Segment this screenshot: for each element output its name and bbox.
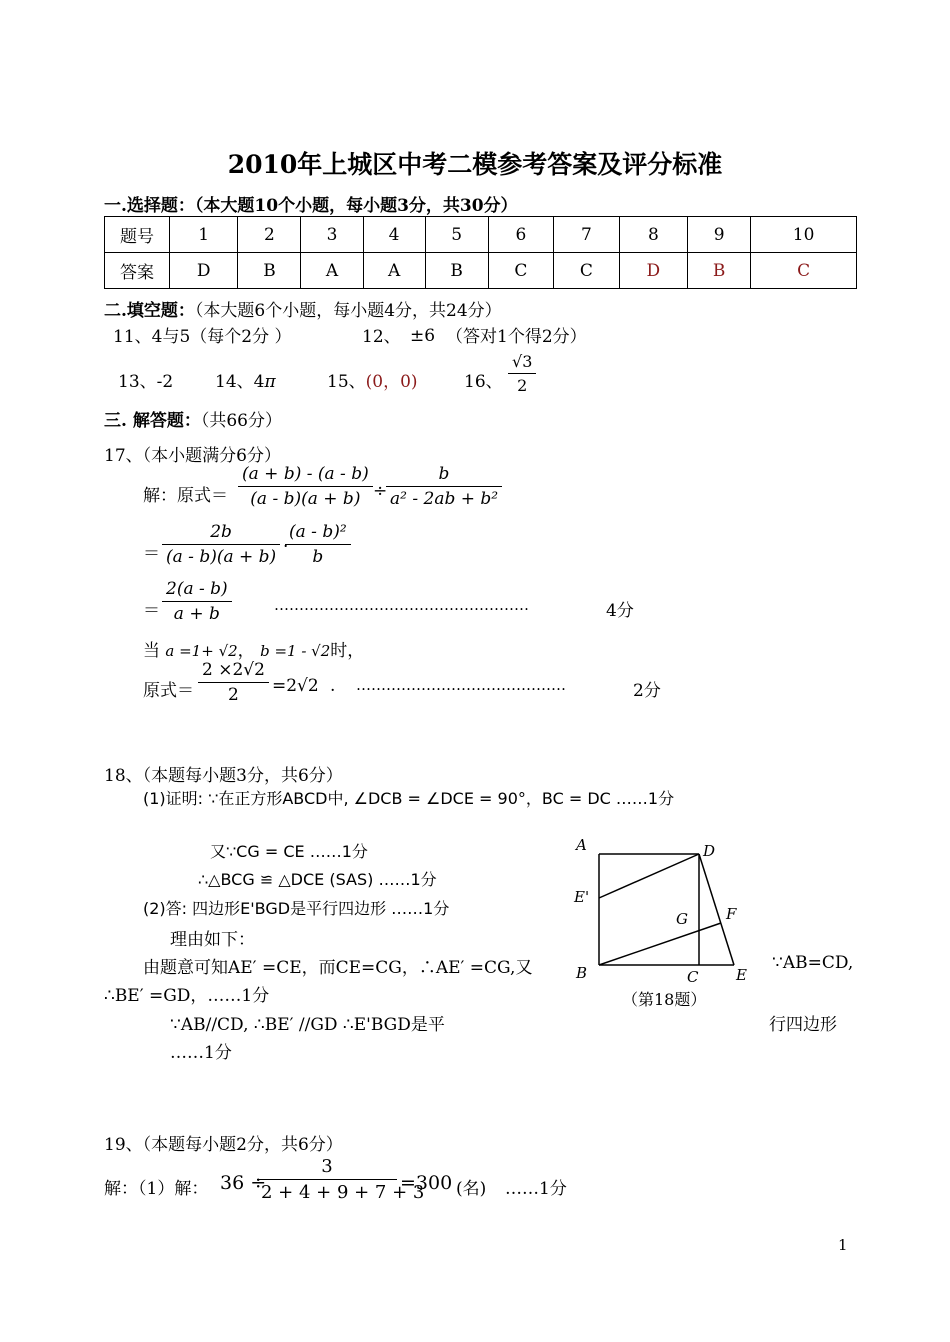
fraction-numerator: (a + b) - (a - b) [238, 464, 373, 487]
q16-label: 16、 [464, 372, 503, 392]
table-cell: 4 [363, 217, 425, 253]
q17-step2-prefix: ＝ [143, 544, 160, 564]
table-cell: 1 [170, 217, 238, 253]
section1-heading: 一.选择题：（本大题10个小题，每小题3分，共30分） [104, 196, 518, 216]
cond-suffix: 时， [330, 641, 365, 661]
q17-step2-fraction [162, 522, 280, 567]
fraction-numerator: b [386, 464, 502, 487]
q19-unit: (名) [456, 1179, 487, 1199]
dotted-leader: …………………………………… [356, 676, 566, 694]
q19-fraction [257, 1156, 425, 1203]
table-cell: 9 [688, 217, 751, 253]
page-number: 1 [838, 1236, 848, 1254]
label-g: G [676, 910, 688, 928]
q18-line7: ∴BE′ =GD，……1分 [104, 986, 270, 1006]
multiply-dot: · [283, 537, 289, 557]
section3-heading-bold: 三. 解答题： [104, 411, 201, 431]
label-c: C [687, 968, 699, 986]
table-cell: A [363, 253, 425, 289]
table-cell: A [301, 253, 363, 289]
q15-answer [327, 367, 418, 392]
q17-step2-fraction2 [285, 522, 351, 567]
q18-line8: ∵AB//CD, ∴BE′ //GD ∴E'BGD是平 [170, 1015, 445, 1035]
table-cell: 5 [425, 217, 488, 253]
q17-final-fraction [198, 660, 269, 705]
q18-line9: ……1分 [170, 1043, 232, 1063]
q17-step1-prefix: 解：原式＝ [143, 486, 228, 506]
answer-table [104, 216, 857, 289]
table-cell: D [170, 253, 238, 289]
table-cell: 3 [301, 217, 363, 253]
label-e-prime: E' [574, 888, 590, 906]
fraction-numerator: 2b [162, 522, 280, 545]
label-a: A [576, 836, 587, 854]
q15-value: (0，0) [365, 372, 418, 392]
table-cell: 10 [751, 217, 857, 253]
q16-fraction [508, 352, 536, 395]
table-cell: C [488, 253, 553, 289]
q19-header: 19、（本题每小题2分，共6分） [104, 1135, 343, 1155]
label-d: D [703, 842, 716, 860]
fraction-numerator: 3 [257, 1156, 397, 1180]
cond-b: b =1 - √2 [260, 642, 331, 660]
q17-score-4: 4分 [606, 601, 634, 621]
fraction-denominator: 2 [517, 376, 528, 395]
q17-final-prefix: 原式＝ [143, 681, 194, 701]
q18-line5: 理由如下： [170, 930, 255, 950]
figure-caption: （第18题） [622, 990, 707, 1009]
segment-e1d [599, 854, 699, 898]
q18-line1: (1)证明: ∵在正方形ABCD中, ∠DCB = ∠DCE = 90°，BC = DC ……1分 [143, 789, 675, 808]
q17-condition [143, 636, 364, 661]
q14-answer [215, 367, 276, 392]
q17-final-eq: =2√2 [272, 676, 319, 696]
q19-score: ……1分 [505, 1179, 567, 1199]
table-cell: 8 [619, 217, 687, 253]
q17-step1-fraction [238, 464, 373, 509]
q18-line3: ∴△BCG ≌ △DCE (SAS) ……1分 [198, 870, 437, 889]
q19-prefix: 解：（1）解： [104, 1179, 209, 1199]
table-cell: C [554, 253, 619, 289]
fraction-denominator: 2 + 4 + 9 + 7 + 3 [261, 1182, 425, 1203]
q18-line6: 由题意可知AE′ =CE，而CE=CG，∴AE′ =CG,又 [143, 958, 533, 978]
q12-label: 12、 [362, 327, 401, 347]
table-cell: 题号 [105, 217, 170, 253]
q14-label: 14、4 [215, 372, 265, 392]
fraction-numerator: 2 ×2√2 [198, 660, 269, 683]
fraction-denominator: (a - b)(a + b) [250, 489, 361, 509]
table-cell: D [619, 253, 687, 289]
q17-step3-fraction [162, 579, 232, 624]
q12-note: （答对1个得2分） [446, 327, 587, 347]
table-cell: B [425, 253, 488, 289]
table-cell: 答案 [105, 253, 170, 289]
q18-header: 18、（本题每小题3分，共6分） [104, 766, 343, 786]
table-cell: B [688, 253, 751, 289]
q18-line8-right: 行四边形 [769, 1015, 837, 1035]
fraction-denominator: (a - b)(a + b) [166, 547, 277, 567]
fraction-numerator: (a - b)² [285, 522, 351, 545]
q17-final-dot: . [330, 676, 336, 696]
q18-line2: 又∵CG = CE ……1分 [210, 842, 368, 861]
q17-step3-prefix: ＝ [143, 601, 160, 621]
fraction-denominator: 2 [228, 685, 239, 705]
q17-score-2: 2分 [633, 681, 661, 701]
table-cell: 7 [554, 217, 619, 253]
label-e: E [736, 966, 747, 984]
cond-prefix: 当 [143, 641, 160, 661]
fraction-numerator: √3 [508, 352, 536, 374]
dotted-leader: …………………………………………… [274, 596, 529, 614]
q19-expr-right: =300 [400, 1172, 453, 1194]
table-cell: 6 [488, 217, 553, 253]
table-cell: 2 [238, 217, 301, 253]
segment-bf [599, 923, 721, 965]
q18-line4: (2)答: 四边形E'BGD是平行四边形 ……1分 [143, 899, 450, 918]
section3-heading [104, 406, 282, 431]
table-row [105, 253, 857, 289]
fraction-numerator: 2(a - b) [162, 579, 232, 602]
section3-heading-rest: （共66分） [200, 411, 282, 431]
geometry-figure [570, 832, 760, 1012]
table-row [105, 217, 857, 253]
q17-header: 17、（本小题满分6分） [104, 446, 281, 466]
page-title: 2010年上城区中考二模参考答案及评分标准 [227, 150, 723, 179]
section2-heading [104, 296, 502, 321]
table-cell: C [751, 253, 857, 289]
division-sign: ÷ [373, 481, 388, 501]
cond-a: a =1+ √2 [165, 642, 238, 660]
cond-sep: ， [237, 641, 255, 661]
q11-answer: 11、4与5（每个2分 ） [113, 327, 292, 347]
q18-line6-right: ∵AB=CD, [772, 953, 854, 973]
label-b: B [576, 964, 588, 982]
q12-value: ±6 [410, 326, 436, 346]
section2-heading-bold: 二.填空题： [104, 301, 195, 321]
fraction-denominator: a² - 2ab + b² [390, 489, 499, 509]
fraction-denominator: b [312, 547, 324, 567]
label-f: F [726, 905, 737, 923]
q15-label: 15、 [327, 372, 366, 392]
q13-answer: 13、-2 [118, 372, 174, 392]
q17-step1-fraction2 [386, 464, 502, 509]
pi-symbol: π [264, 372, 276, 392]
q19-expr-left: 36 ÷ [220, 1172, 267, 1194]
section2-heading-rest: （本大题6个小题，每小题4分，共24分） [194, 301, 502, 321]
fraction-denominator: a + b [173, 604, 220, 624]
table-cell: B [238, 253, 301, 289]
